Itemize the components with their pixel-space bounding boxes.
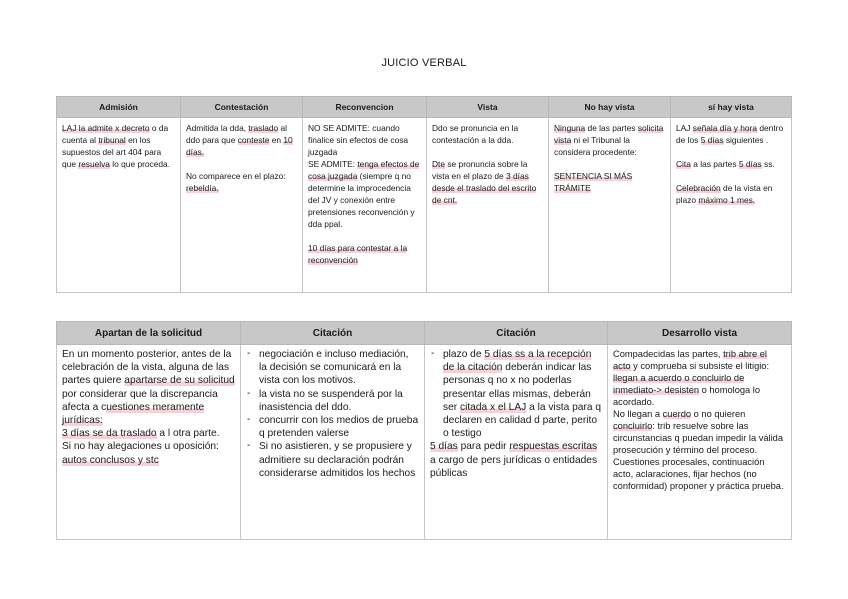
- header-admision: Admisión: [57, 97, 181, 118]
- table-row: [57, 345, 792, 540]
- cell-vista: [427, 118, 549, 293]
- list-item: - concurrir con los medios de prueba q pretenden valerse: [259, 414, 419, 440]
- vista-ddo: Ddo se pronuncia en la contestación a la dda.: [432, 123, 519, 145]
- citacion-list: [430, 348, 602, 440]
- admision-text: LAJ la admite x decreto o da cuenta al tribunal en los supuestos del art 404 para que resuelva lo que proceda.: [62, 123, 171, 169]
- header-reconvencion: Reconvencion: [303, 97, 427, 118]
- citacion-respuestas: 5 días para pedir respuestas escritas a cargo de pers jurídicas o entidades públicas: [430, 441, 598, 479]
- header-vista: Vista: [427, 97, 549, 118]
- apartan-text: En un momento posterior, antes de la celebración de la vista, alguna de las partes quiere apartarse de su solicitud por considerar que la discrepancia afecta a cuestiones meramente jurídicas:: [62, 349, 235, 427]
- table-row: [57, 118, 792, 293]
- table-desarrollo: [56, 321, 792, 540]
- cell-no-hay-vista: [549, 118, 671, 293]
- table-fases-iniciales: [56, 96, 792, 293]
- header-desarrollo-vista: Desarrollo vista: [608, 322, 792, 345]
- header-contestacion: Contestación: [181, 97, 303, 118]
- si-vista-senala: LAJ señala día y hora dentro de los 5 días siguientes .: [676, 123, 784, 145]
- apartan-conclusos: Si no hay alegaciones u oposición: autos conclusos y stc: [62, 441, 219, 466]
- reconvencion-admite: SE ADMITE: tenga efectos de cosa juzgada (siempre q no determine la improcedencia del JV y conexión entre pretensiones reconvención y dda ppal.: [308, 159, 420, 229]
- cell-contestacion: [181, 118, 303, 293]
- desarrollo-acuerdo: Compadecidas las partes, trib abre el acto y comprueba si subsiste el litigio: llegan a acuerdo o concluirlo de inmediato-> desisten o homologa lo acordado.: [613, 349, 770, 407]
- cell-reconvencion: [303, 118, 427, 293]
- header-no-hay-vista: No hay vista: [549, 97, 671, 118]
- apartan-traslado: 3 días se da traslado a l otra parte.: [62, 428, 220, 440]
- no-vista-text: Ninguna de las partes solicita vista ni el Tribunal la considera procedente:: [554, 123, 664, 157]
- header-apartan: Apartan de la solicitud: [57, 322, 241, 345]
- cell-apartan: [57, 345, 241, 540]
- document-title: JUICIO VERBAL: [381, 57, 467, 69]
- reconvencion-plazo: 10 días para contestar a la reconvención: [308, 243, 408, 265]
- desarrollo-no-acuerdo: No llegan a cuerdo o no quieren concluirlo: trib resuelve sobre las circunstancias q puedan impedir la válida prosecución y término del proceso.: [613, 409, 784, 455]
- header-citacion-2: Citación: [425, 322, 608, 345]
- vista-dte: Dte se pronuncia sobre la vista en el plazo de 3 días desde el traslado del escrito de cnt.: [432, 159, 537, 205]
- desarrollo-cuestiones: Cuestiones procesales, continuación acto, aclaraciones, fijar hechos (no conformidad) proponer y práctica prueba.: [613, 457, 784, 491]
- citacion-list: [246, 348, 419, 480]
- cell-si-hay-vista: [671, 118, 792, 293]
- cell-desarrollo-vista: [608, 345, 792, 540]
- cell-citacion-2: [425, 345, 608, 540]
- list-item: - plazo de 5 días ss a la recepción de la citación deberán indicar las personas q no x no poderlas presentar ellas mismas, deberán ser citada x el LAJ a la vista para q declaren en calidad d parte, perito o testigo: [443, 348, 602, 440]
- no-vista-sentencia: SENTENCIA SI MÁS TRÁMITE: [554, 171, 633, 193]
- table-header-row: [57, 97, 792, 118]
- header-si-hay-vista: sí hay vista: [671, 97, 792, 118]
- contestacion-text: Admitida la dda, traslado al ddo para que conteste en 10 días.: [186, 123, 293, 157]
- table-header-row: [57, 322, 792, 345]
- si-vista-celebracion: Celebración de la vista en plazo máximo 1 mes.: [676, 183, 773, 205]
- cell-admision: [57, 118, 181, 293]
- reconvencion-no-admite: NO SE ADMITE: cuando finalice sin efectos de cosa juzgada: [308, 123, 409, 157]
- list-item: - la vista no se suspenderá por la inasistencia del ddo.: [259, 388, 419, 414]
- list-item: - Si no asistieren, y se propusiere y admitiere su declaración podrán considerarse admitidos los hechos: [259, 440, 419, 480]
- si-vista-cita: Cita a las partes 5 días ss.: [676, 159, 775, 169]
- list-item: - negociación e incluso mediación, la decisión se comunicará en la vista con los motivos.: [259, 348, 419, 388]
- contestacion-rebeldia: No comparece en el plazo: rebeldía.: [186, 171, 286, 193]
- header-citacion-1: Citación: [241, 322, 425, 345]
- cell-citacion-1: [241, 345, 425, 540]
